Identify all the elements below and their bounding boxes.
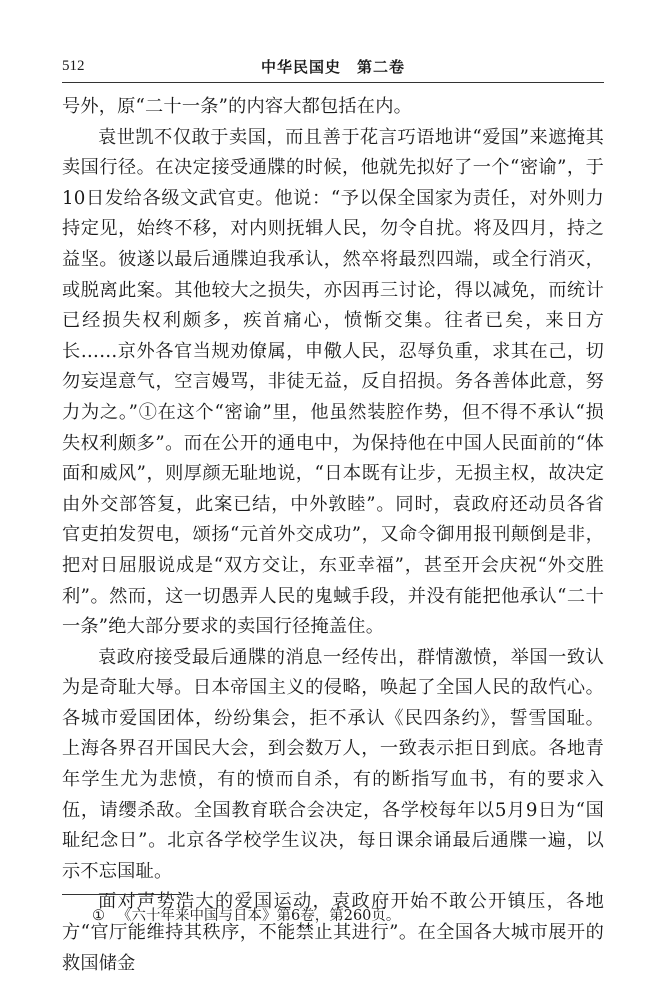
page-header	[62, 56, 604, 82]
running-title: 中华民国史 第二卷	[260, 58, 405, 76]
footnote-mark: ①	[92, 908, 105, 924]
footnote-text: 《六十年来中国与日本》第6卷，第260页。	[117, 908, 401, 924]
header-rule	[62, 82, 604, 83]
paragraph-2: 袁世凯不仅敢于卖国，而且善于花言巧语地讲“爱国”来遮掩其卖国行径。在决定接受通牒的时候，他就先拟好了一个“密谕”，于10日发给各级文武官吏。他说：“予以保全国家为责任，对外则力持定见，始终不移，对内则抚辑人民，勿令自扰。将及四月，持之益坚。彼遂以最后通牒迫我承认，然卒将最烈四端，或全行消灭，或脱离此案。其他较大之损失，亦因再三讨论，得以减免，而统计已经损失权利颇多，疾首痛心，愤惭交集。往者已矣，来日方长……京外各官当规劝僚属，申儆人民，忍辱负重，求其在己，切勿妄逞意气，空言嫚骂，非徒无益，反自招损。务各善体此意，努力为之。”①在这个“密谕”里，他虽然装腔作势，但不得不承认“损失权利颇多”。而在公开的通电中，为保持他在中国人民面前的“体面和威风”，则厚颜无耻地说，“日本既有让步，无损主权，故决定由外交部答复，此案已结，中外敦睦”。同时，袁政府还动员各省官吏拍发贺电，颂扬“元首外交成功”，又命令御用报刊颠倒是非，把对日屈服说成是“双方交让，东亚幸福”，甚至开会庆祝“外交胜利”。然而，这一切愚弄人民的鬼蜮手段，并没有能把他承认“二十一条”绝大部分要求的卖国行径掩盖住。	[62, 126, 604, 638]
footnote-rule	[62, 894, 182, 895]
paragraph-4: 面对声势浩大的爱国运动，袁政府开始不敢公开镇压，各地方“官厅能维持其秩序，不能禁止其进行”。在全国各大城市展开的救国储金	[62, 891, 604, 974]
page-number: 512	[62, 58, 85, 74]
paragraph-3: 袁政府接受最后通牒的消息一经传出，群情激愤，举国一致认为是奇耻大辱。日本帝国主义的侵略，唤起了全国人民的敌忾心。各城市爱国团体，纷纷集会，拒不承认《民四条约》，誓雪国耻。上海各界召开国民大会，到会数万人，一致表示拒日到底。各地青年学生尤为悲愤，有的愤而自杀，有的断指写血书，有的要求入伍，请缨杀敌。全国教育联合会决定，各学校每年以5月9日为“国耻纪念日”。北京各学校学生议决，每日课余诵最后通牒一遍，以示不忘国耻。	[62, 646, 604, 882]
footnote	[92, 905, 604, 927]
body-text	[62, 92, 604, 979]
paragraph-1: 号外，原“二十一条”的内容大都包括在内。	[62, 96, 412, 117]
